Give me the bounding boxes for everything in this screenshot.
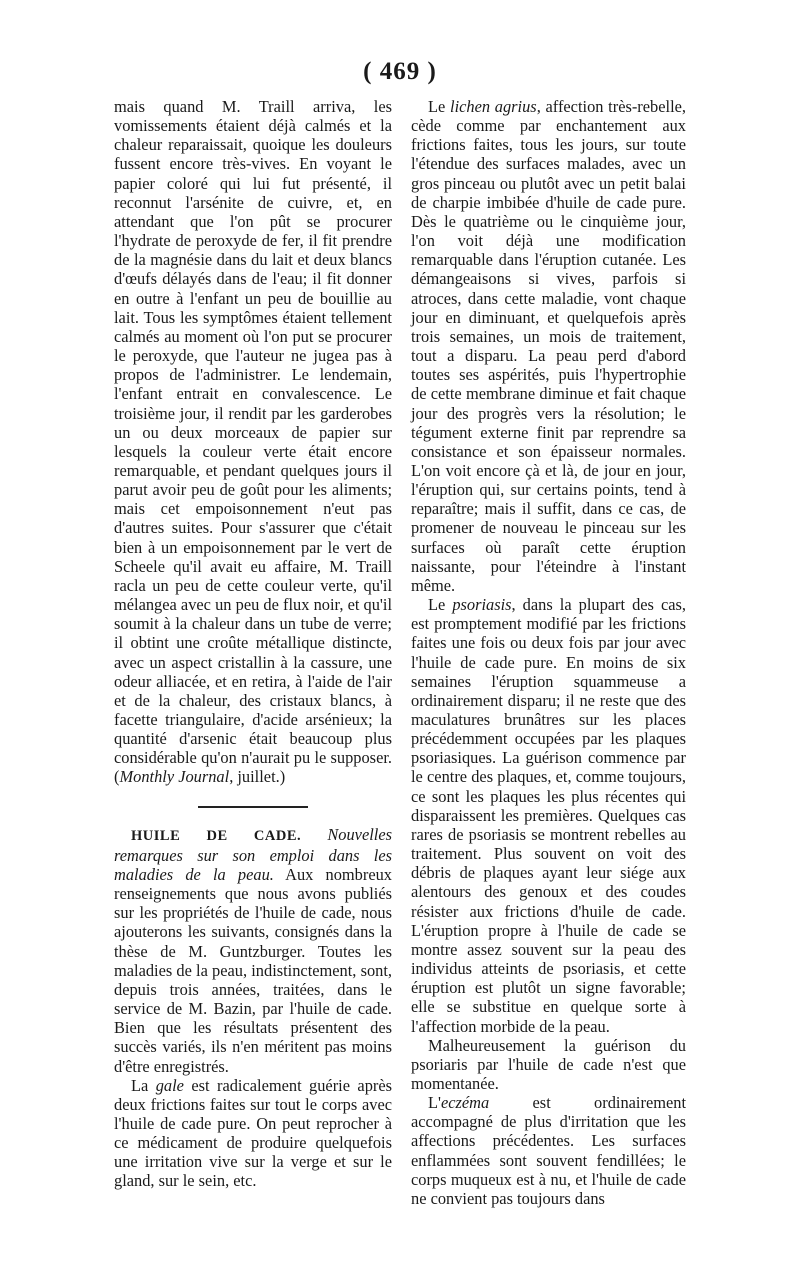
disease-term: lichen agrius [450, 97, 537, 116]
section-subtitle: Nouvelles remarques sur son emploi dans les maladies de la peau. [114, 824, 392, 884]
paragraph-gale [114, 1076, 392, 1191]
paragraph-text-rest: est ordinairement accompagné de plus d'irritation que les affections précédentes. Les surfaces enflammées sont souvent fendillées; le corps muqueux est à nu, et l'huile de cade ne convient pas toujours dans [411, 1093, 686, 1208]
disease-term: gale [155, 1075, 184, 1095]
paragraph-traill-case [114, 97, 392, 787]
section-heading: HUILE DE CADE. [131, 827, 302, 844]
paragraph-text-end: , juillet.) [229, 767, 286, 787]
paragraph-text: L' [428, 1093, 441, 1113]
paragraph-text: Le [428, 595, 453, 615]
disease-term: psoriasis [452, 595, 512, 615]
paragraph-text: La [131, 1075, 156, 1095]
paragraph-eczema [411, 1093, 686, 1208]
section-divider [198, 806, 308, 808]
paragraph-guerison: Malheureusement la guérison du psoriaris par l'huile de cade n'est que momentanée. [411, 1035, 686, 1093]
paragraph-text: Aux nombreux renseignements que nous avons publiés sur les propriétés de l'huile de cade, nous ajouterons les suivants, consignés dans la thèse de M. Guntzburger. Toutes les maladies de la peau, indistinctement, sont, depuis trois années, traitées, dans le service de M. Bazin, par l'huile de cade. Bien que les résultats présentent des succès variés, ils n'en méritent pas moins d'être enregistrés. [114, 864, 392, 1076]
source-citation: Monthly Journal [119, 767, 230, 787]
paragraph-text: Le [428, 97, 451, 116]
disease-term: eczéma [440, 1093, 490, 1113]
paragraph-psoriasis [411, 595, 686, 1036]
paragraph-huile-de-cade [114, 825, 392, 1076]
paragraph-text-rest: , affection très-rebelle, cède comme par enchantement aux frictions faites, tous les jours, sur toute l'étendue des surfaces malades, avec un gros pinceau ou plutôt avec un petit balai de charpie imbibée d'huile de cade pure. Dès le quatrième ou le cinquième jour, l'on voit déjà une modification remarquable dans l'éruption cutanée. Les démangeaisons si vives, parfois si atroces, dans cette maladie, vont chaque jour en diminuant, et quelquefois après trois semaines, un mois de traitement, tout a disparu. La peau perd d'abord toutes ses aspérités, puis l'hypertrophie de cette membrane diminue et fait chaque jour des progrès vers la résolution; le tégument externe finit par reprendre sa consistance et son épaisseur normales. L'on voit encore çà et là, de jour en jour, l'éruption qui, sur certains points, tend à reparaître; mais il suffit, dans ce cas, de promener de nouveau le pinceau sur les surfaces où paraît cette éruption naissante, pour l'éteindre à l'instant même. [411, 97, 686, 595]
paragraph-text-rest: est radicalement guérie après deux frictions faites sur tout le corps avec l'huile de cade pure. On peut reprocher à ce médicament de produire quelquefois une irritation vive sur la verge et sur le gland, sur le sein, etc. [114, 1075, 392, 1191]
paragraph-lichen [411, 97, 686, 595]
page-number: ( 469 ) [363, 58, 437, 85]
left-column [114, 97, 392, 1191]
paragraph-text: mais quand M. Traill arriva, les vomissements étaient déjà calmés et la chaleur reparaissait, quoique les douleurs fussent encore très-vives. En voyant le papier coloré qui lui fut présenté, il reconnut l'arsénite de cuivre, et, en attendant que l'on pût se procurer l'hydrate de peroxyde de fer, il fit prendre de la magnésie dans du lait et deux blancs d'œufs délayés dans de l'eau; il fit donner en outre à l'enfant un peu de bouillie au lait. Tous les symptômes étaient tellement calmés au moment où l'on put se procurer le peroxyde, que l'auteur ne jugea pas à propos de l'administrer. Le lendemain, l'enfant entrait en convalescence. Le troisième jour, il rendit par les garderobes un ou deux morceaux de papier sur lesquels la couleur verte était encore remarquable, et pendant quelques jours il parut avoir peu de goût pour les aliments; mais cet empoisonnement n'eut pas d'autres suites. Pour s'assurer que c'était bien à un empoisonnement par le vert de Scheele qu'il avait eu affaire, M. Traill racla un peu de cette couleur verte, qu'il mélangea avec un peu de flux noir, et qu'il soumit à la chaleur dans un tube de verre; il obtint une croûte métallique distincte, avec un aspect cristallin à la cassure, une odeur alliacée, et en retira, à l'aide de l'air et de la chaleur, des cristaux blancs, à facette triangulaire, d'acide arsénieux; la quantité d'arsenic était beaucoup plus considérable qu'on n'aurait pu le supposer. ( [114, 97, 392, 787]
paragraph-text-rest: , dans la plupart des cas, est promptement modifié par les frictions faites une fois ou deux fois par jour avec l'huile de cade pure. En moins de six semaines l'éruption squammeuse a ordinairement disparu; il ne reste que des maculatures brunâtres sur les places précédemment occupées par les plaques psoriasiques. La guérison commence par le centre des plaques, et, comme toujours, ce sont les plaques les plus récentes qui disparaissent les premières. Quelques cas rares de psoriasis se montrent rebelles au traitement. Plus souvent on voit des débris de plaques ayant leur siége aux alentours des genoux et des coudes résister aux frictions d'huile de cade. L'éruption propre à l'huile de cade se montre assez souvent sur la peau des individus atteints de psoriasis, et cette éruption est plutôt un signe favorable; elle se substitue en quelque sorte à l'affection morbide de la peau. [411, 595, 686, 1036]
right-column [411, 97, 686, 1208]
